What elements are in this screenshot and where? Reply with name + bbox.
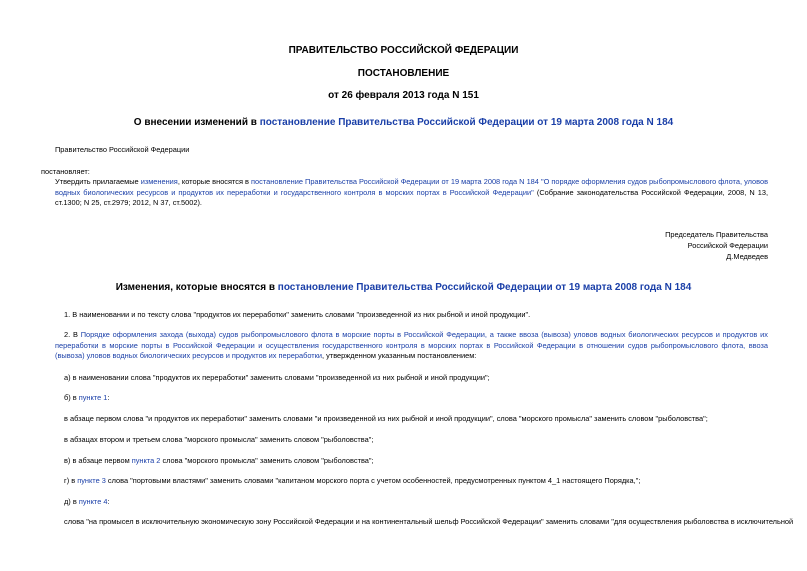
point-3-link[interactable]: пункте 3 — [77, 476, 106, 485]
item2-text-a: 2. В — [64, 330, 81, 339]
decree-paragraph — [55, 177, 768, 209]
decree-184-link[interactable]: постановление Правительства Российской Федерации от 19 марта 2008 года N 184 "О порядке оформления судов рыбопромыслового флота, уловов водных биологических ресурсов и продуктов их переработки и государственного контроля в морских портах в Российской Федерации" — [55, 177, 768, 197]
sub-item-d — [64, 497, 110, 507]
sub-v-text-b: слова "морского промысла" заменить словом "рыболовства"; — [160, 456, 374, 465]
decree-text-b: , которые вносятся в — [177, 177, 252, 186]
sub-item-g — [64, 476, 640, 486]
decree-text-a: Утвердить прилагаемые — [55, 177, 141, 186]
sub-d-text-b: : — [107, 497, 110, 506]
date-number-heading: от 26 февраля 2013 года N 151 — [328, 90, 479, 101]
changes-link[interactable]: изменения — [140, 177, 178, 186]
signature-position-2: Российской Федерации — [687, 241, 768, 250]
sub-g-text-b: слова "портовыми властями" заменить словами "капитаном морского порта с учетом особенностей, предусмотренных пунктом 4_1 настоящего Порядка,"; — [105, 476, 641, 485]
sub-b-text-b: : — [107, 393, 110, 402]
document-title-link[interactable]: постановление Правительства Российской Федерации от 19 марта 2008 года N 184 — [259, 117, 674, 128]
change-item-2 — [55, 330, 768, 362]
changes-title-link[interactable]: постановление Правительства Российской Федерации от 19 марта 2008 года N 184 — [277, 282, 692, 293]
changes-title — [0, 282, 807, 293]
decree-text-c: (Собрание законодательства Российской Федерации, 2008, N 13, ст.1300; N 25, ст.2979; 2012, N 37, ст.5002). — [55, 187, 768, 207]
changes-title-prefix: Изменения, которые вносятся в — [115, 282, 278, 293]
sub-item-b1: в абзаце первом слова "и продуктов их переработки" заменить словами "и произведенной из них рыбной и иной продукции", слова "морского промысла" заменить словом "рыболовства"; — [64, 414, 708, 423]
doc-type-heading: ПОСТАНОВЛЕНИЕ — [357, 68, 450, 79]
signature-position: Председатель Правительства — [665, 230, 768, 239]
point-2-link[interactable]: пункта 2 — [131, 456, 161, 465]
sub-item-b2: в абзацах втором и третьем слова "морского промысла" заменить словом "рыболовства"; — [64, 435, 374, 444]
decree-word: постановляет: — [41, 167, 90, 176]
sub-item-d1: слова "на промысел в исключительную экономическую зону Российской Федерации и на континентальный шельф Российской Федерации" заменить словами "для осуществления рыболовства в исключительной — [64, 517, 794, 526]
item2-text-b: , утвержденном указанным постановлением: — [322, 351, 477, 360]
sub-item-v — [64, 456, 374, 466]
document-title — [0, 117, 807, 128]
sub-item-a: а) в наименовании слова "продуктов их переработки" заменить словами "произведенной из них рыбной и иной продукции"; — [64, 373, 490, 382]
document-title-prefix: О внесении изменений в — [133, 117, 260, 128]
government-heading: ПРАВИТЕЛЬСТВО РОССИЙСКОЙ ФЕДЕРАЦИИ — [288, 45, 519, 56]
procedure-link[interactable]: Порядке оформления захода (выхода) судов рыбопромыслового флота в морские порты в Российской Федерации, а также ввоза (вывоза) уловов водных биологических ресурсов и продуктов их переработки в морские порты в Российской Федерации и осуществления государственного контроля в морских портах в Российской Федерации в отношении судов рыбопромыслового флота, ввоза (вывоза) уловов водных биологических ресурсов и продуктов их переработки — [55, 330, 768, 360]
issuer-text: Правительство Российской Федерации — [55, 145, 190, 154]
point-4-link[interactable]: пункте 4 — [78, 497, 108, 506]
sub-g-text-a: г) в — [64, 476, 78, 485]
sub-v-text-a: в) в абзаце первом — [64, 456, 132, 465]
sub-item-b — [64, 393, 109, 403]
sub-b-text-a: б) в — [64, 393, 79, 402]
change-item-1: 1. В наименовании и по тексту слова "продуктов их переработки" заменить словами "произведенной из них рыбной и иной продукции". — [64, 310, 531, 319]
point-1-link[interactable]: пункте 1 — [78, 393, 108, 402]
sub-d-text-a: д) в — [64, 497, 79, 506]
signature-name: Д.Медведев — [726, 252, 768, 261]
